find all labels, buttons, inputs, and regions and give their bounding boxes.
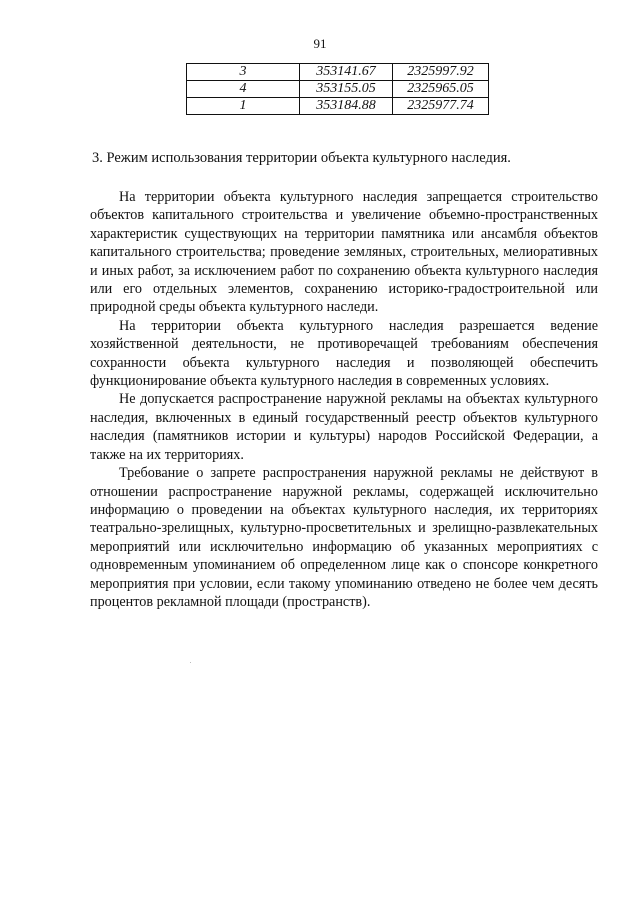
point-number-cell: 4 [187,81,300,98]
table-row [187,81,489,98]
x-coordinate-cell: 353155.05 [300,81,393,98]
y-coordinate-cell: 2325977.74 [393,98,489,115]
scan-speck [190,662,191,663]
y-coordinate-cell: 2325965.05 [393,81,489,98]
paragraph-advertising-ban: Не допускается распространение наружной рекламы на объектах культурного наследия, включенных в единый государственный реестр объектов культурного наследия (памятников истории и культуры) народов Российской Федерации, а также на их территориях. [90,391,598,463]
y-coordinate-cell: 2325997.92 [393,64,489,81]
x-coordinate-cell: 353184.88 [300,98,393,115]
coordinates-table [186,63,489,115]
body-text [90,188,598,611]
point-number-cell: 1 [187,98,300,115]
paragraph-advertising-exceptions: Требование о запрете распространения наружной рекламы не действуют в отношении распространение наружной рекламы, содержащей исключительно информацию о проведении на объектах культурного наследия, их территориях театрально-зрелищных, культурно-просветительных и зрелищно-развлекательных мероприятий или исключительно информацию об указанных мероприятиях с одновременным упоминанием об определенном лице как о спонсоре конкретного мероприятия при условии, если такому упоминанию отведено не более чем десять процентов рекламной площади (пространств). [90,465,598,610]
table-row [187,64,489,81]
table-row [187,98,489,115]
x-coordinate-cell: 353141.67 [300,64,393,81]
paragraph-permitted-activity: На территории объекта культурного наследия разрешается ведение хозяйственной деятельности, не противоречащей требованиям обеспечения сохранности объекта культурного наследия и позволяющей обеспечить функционирование объекта культурного наследия в современных условиях. [90,317,598,390]
page-number: 91 [313,36,327,51]
point-number-cell: 3 [187,64,300,81]
section-heading: 3. Режим использования территории объекта культурного наследия. [92,150,511,166]
paragraph-prohibitions: На территории объекта культурного наследия запрещается строительство объектов капитального строительства и увеличение объемно-пространственных характеристик существующих на территории памятника или ансамбля объектов капитального строительства; проведение земляных, строительных, мелиоративных и иных работ, за исключением работ по сохранению объекта культурного наследия или его отдельных элементов, сохранению историко-градостроительной или природной среды объекта культурного наследи. [90,189,598,316]
